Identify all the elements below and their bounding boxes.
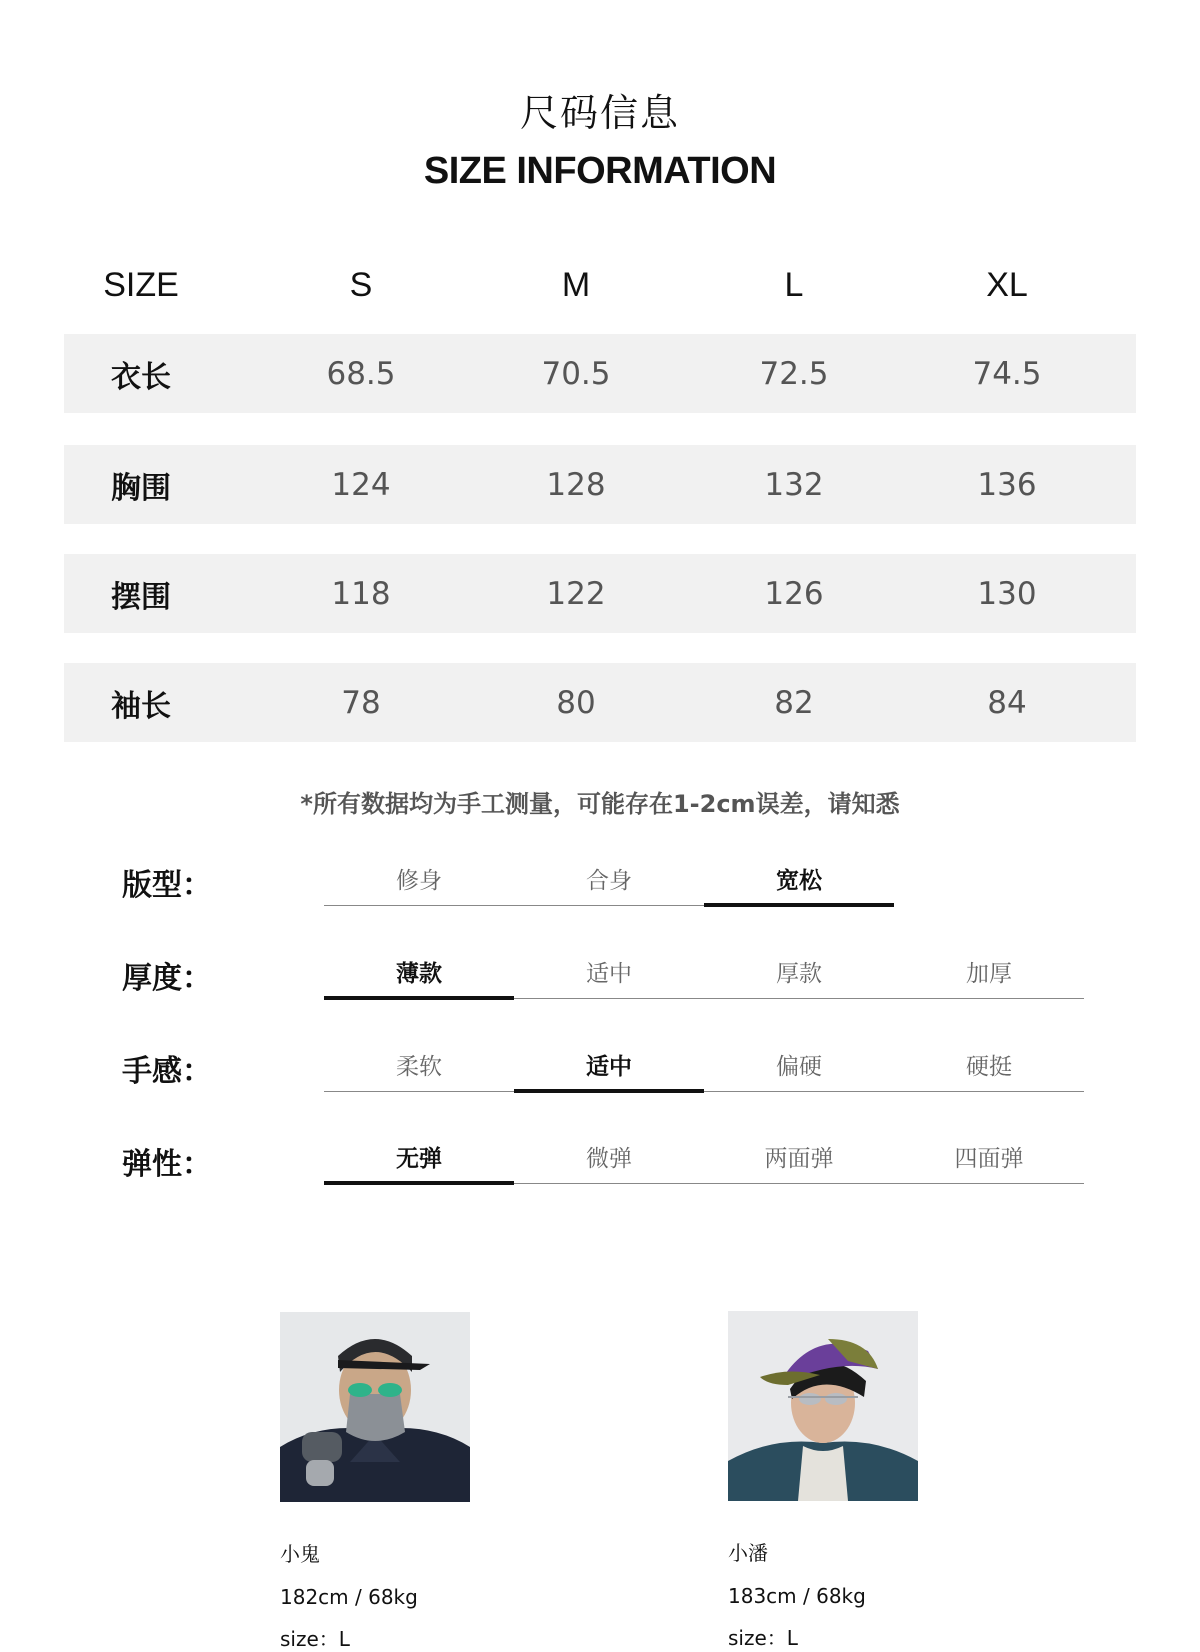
model-2-portrait [728,1311,918,1501]
thickness-selector [324,955,1084,999]
model-stats: 183cm / 68kg [728,1584,866,1608]
column-header-xl: XL [986,266,1028,304]
model-card-1 [280,1312,470,1652]
row-label: 袖长 [111,688,171,724]
model-card-2 [728,1311,918,1651]
table-cell: 68.5 [326,355,396,392]
page-title-cn: 尺码信息 [519,91,680,135]
table-cell: 124 [331,466,391,503]
fit-option-loose[interactable]: 宽松 [704,862,894,906]
model-1-portrait [280,1312,470,1502]
table-cell: 126 [764,575,824,612]
attr-label-stretch: 弹性： [122,1147,212,1182]
table-cell: 130 [977,575,1037,612]
feel-option-stiff[interactable]: 硬挺 [966,1054,1012,1080]
model-stats: 182cm / 68kg [280,1585,418,1609]
thickness-option-medium[interactable]: 适中 [586,961,632,987]
table-row-length [64,334,1136,413]
feel-option-medium[interactable]: 适中 [514,1048,704,1092]
attr-label-thickness: 厚度： [122,961,212,996]
column-header-m: M [561,266,591,304]
stretch-option-two-way[interactable]: 两面弹 [764,1146,834,1172]
thickness-option-extra-thick[interactable]: 加厚 [966,961,1012,987]
table-cell: 72.5 [759,355,829,392]
fit-option-slim[interactable]: 修身 [396,868,442,894]
row-label: 衣长 [111,359,171,395]
row-label: 摆围 [111,579,171,615]
table-cell: 80 [556,684,596,721]
table-cell: 118 [331,575,391,612]
table-row-hem [64,554,1136,633]
feel-option-firm[interactable]: 偏硬 [776,1054,822,1080]
stretch-selector [324,1140,1084,1184]
table-cell: 78 [341,684,381,721]
table-cell: 128 [546,466,606,503]
table-row-chest [64,445,1136,524]
model-photo-2 [728,1311,918,1501]
size-table-header [64,266,1136,314]
thickness-option-thick[interactable]: 厚款 [776,961,822,987]
table-cell: 70.5 [541,355,611,392]
table-cell: 122 [546,575,606,612]
model-name: 小鬼 [280,1542,320,1566]
table-row-sleeve [64,663,1136,742]
attr-label-fit: 版型： [122,868,212,903]
model-size: size：L [728,1626,798,1650]
column-header-size: SIZE [103,266,179,304]
model-size: size：L [280,1627,350,1651]
fit-option-regular[interactable]: 合身 [586,868,632,894]
page-title-en: SIZE INFORMATION [423,150,777,192]
table-cell: 82 [774,684,814,721]
table-cell: 136 [977,466,1037,503]
column-header-s: S [349,266,373,304]
stretch-option-slight[interactable]: 微弹 [586,1146,632,1172]
stretch-option-none[interactable]: 无弹 [324,1140,514,1184]
fit-selector [324,862,894,906]
stretch-option-four-way[interactable]: 四面弹 [954,1146,1024,1172]
row-label: 胸围 [111,470,171,506]
model-name: 小潘 [728,1541,768,1565]
attr-label-feel: 手感： [122,1054,212,1089]
table-cell: 132 [764,466,824,503]
measurement-note: *所有数据均为手工测量，可能存在1-2cm误差，请知悉 [300,790,900,818]
thickness-option-thin[interactable]: 薄款 [324,955,514,999]
column-header-l: L [784,266,804,304]
model-photo-1 [280,1312,470,1502]
table-cell: 74.5 [972,355,1042,392]
feel-selector [324,1048,1084,1092]
table-cell: 84 [987,684,1027,721]
feel-option-soft[interactable]: 柔软 [396,1054,442,1080]
